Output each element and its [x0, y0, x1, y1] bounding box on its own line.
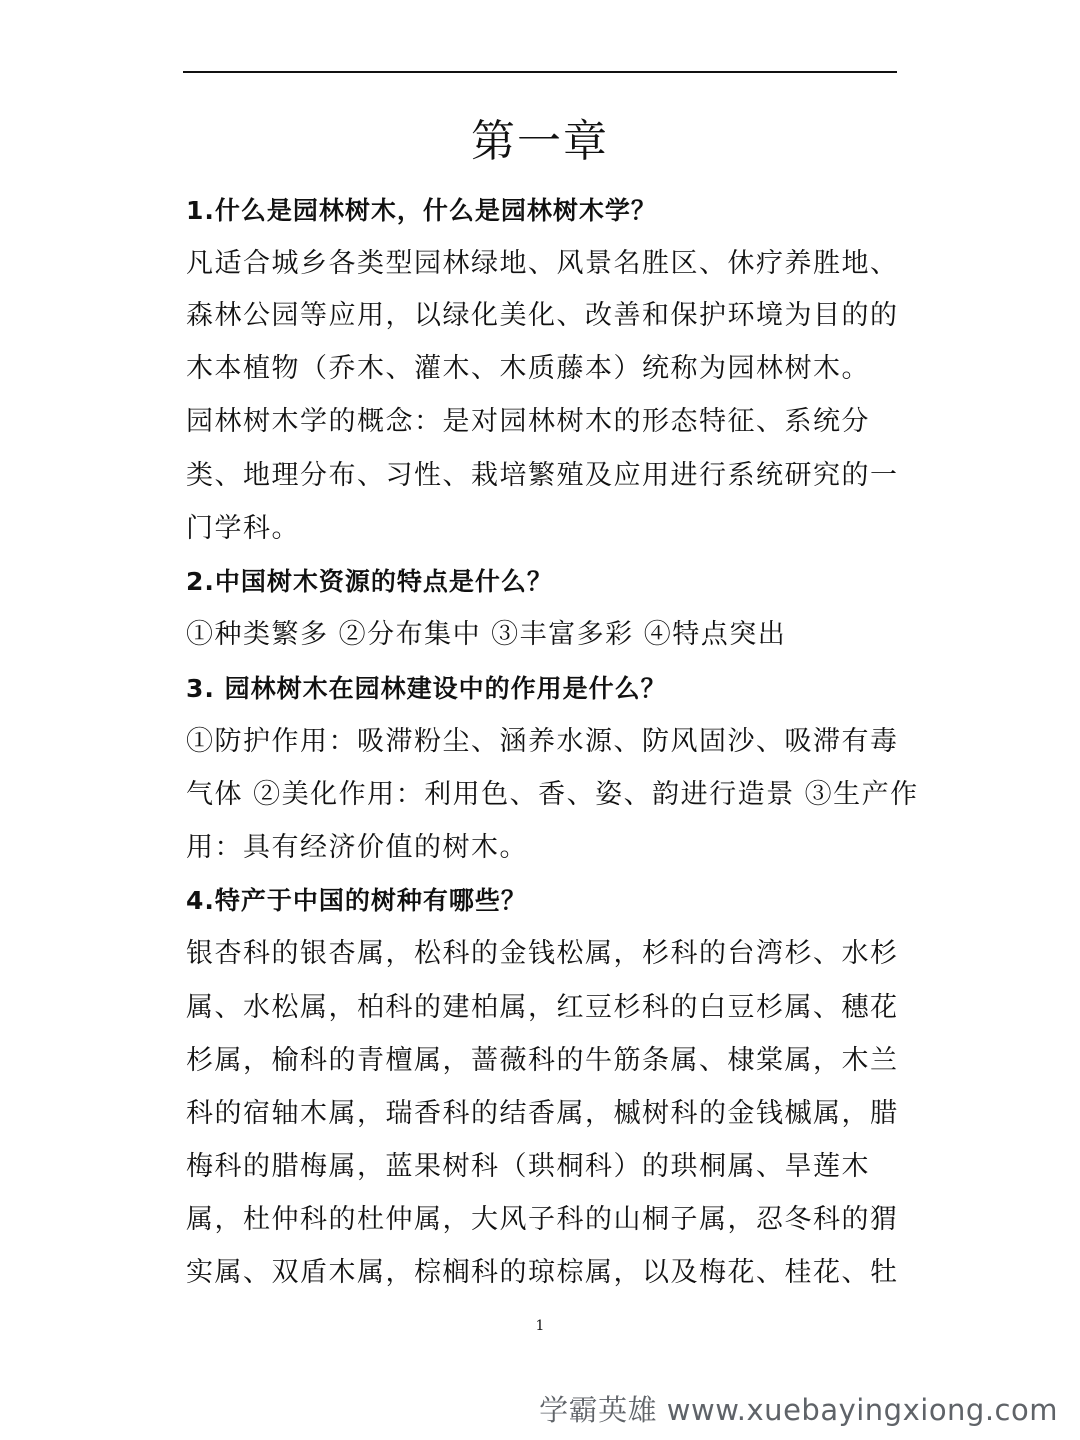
answer-line: 实属、双盾木属，棕榈科的琼棕属，以及梅花、桂花、牡: [186, 1257, 899, 1288]
answer-line: 梅科的腊梅属，蓝果树科（珙桐科）的珙桐属、旱莲木: [186, 1151, 870, 1182]
answer-line: 属、水松属，柏科的建柏属，红豆杉科的白豆杉属、穗花: [186, 992, 899, 1023]
answer-line: 属，杜仲科的杜仲属，大风子科的山桐子属，忍冬科的猬: [186, 1204, 899, 1235]
answer-line: 门学科。: [186, 513, 300, 544]
answer-line: 凡适合城乡各类型园林绿地、风景名胜区、休疗养胜地、: [186, 248, 899, 279]
answer-line: 森林公园等应用，以绿化美化、改善和保护环境为目的的: [186, 300, 899, 331]
header-rule: [183, 71, 897, 73]
answer-line: 园林树木学的概念：是对园林树木的形态特征、系统分: [186, 406, 870, 437]
question-3-heading: 3. 园林树木在园林建设中的作用是什么？: [186, 674, 667, 703]
answer-line: 银杏科的银杏属，松科的金钱松属，杉科的台湾杉、水杉: [186, 938, 899, 969]
question-1-heading: 1.什么是园林树木，什么是园林树木学？: [186, 196, 657, 225]
page-number: 1: [535, 1318, 545, 1334]
question-4-heading: 4.特产于中国的树种有哪些？: [186, 886, 527, 915]
answer-line: ①防护作用：吸滞粉尘、涵养水源、防风固沙、吸滞有毒: [186, 726, 899, 757]
answer-line: 科的宿轴木属，瑞香科的结香属，槭树科的金钱槭属，腊: [186, 1098, 899, 1129]
answer-line: ①种类繁多 ②分布集中 ③丰富多彩 ④特点突出: [186, 619, 787, 650]
site-watermark: 学霸英雄 www.xuebayingxiong.com: [539, 1393, 1058, 1427]
answer-line: 杉属，榆科的青檀属，蔷薇科的牛筋条属、棣棠属，木兰: [186, 1045, 899, 1076]
answer-line: 类、地理分布、习性、栽培繁殖及应用进行系统研究的一: [186, 460, 899, 491]
answer-line: 木本植物（乔木、灌木、木质藤本）统称为园林树木。: [186, 353, 870, 384]
chapter-title: 第一章: [471, 116, 609, 167]
answer-line: 气体 ②美化作用：利用色、香、姿、韵进行造景 ③生产作: [186, 779, 919, 810]
question-2-heading: 2.中国树木资源的特点是什么？: [186, 567, 553, 596]
answer-line: 用：具有经济价值的树木。: [186, 832, 528, 863]
